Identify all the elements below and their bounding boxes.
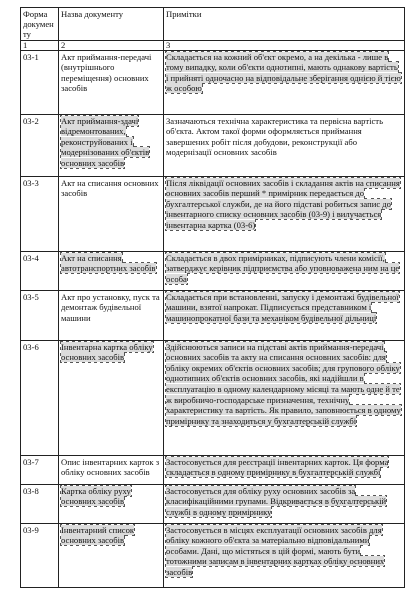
form-code: 03-9 — [21, 523, 59, 587]
document-note: Здійснюються записи на підставі актів приймання-передачі основних засобів та акту на списання основних засобів: для обліку окремих об'єктів основних засобів; для групового обліку однотипних об'єктів основних засобів, які надійшли в експлуатацію в одному календарному місяці та мають одне й те ж виробничо-господарське призначення, технічну характеристику та вартість. Як правило, заповнюється в одному примірнику та знаходиться у бухгалтерській службі — [164, 340, 405, 455]
form-code: 03-2 — [21, 114, 59, 176]
column-number: 1 — [21, 40, 59, 50]
document-note: Застосовується для обліку руху основних засобів за класифікаційними групами. Відкривається в бухгалтерській службі в одному примірнику — [164, 484, 405, 523]
document-note: Застосовується в місцях експлуатації основних засобів для обліку кожного об'єкта за матеріально відповідальними особами. Дані, що містяться в цій формі, мають бути тотожними записам в інвентарних картках обліку основних засобів — [164, 523, 405, 587]
column-number: 2 — [59, 40, 164, 50]
document-note: Складається при встановленні, запуску і демонтажі будівельної машини, взятої напрокат. Підписується представником і машинопрокатної бази та механіком будівельної дільниці — [164, 290, 405, 340]
document-note: Складається на кожний об'єкт окремо, а на декілька - лише в тому випадку, коли об'єкти однотипні, мають однакову вартість і прийняті одночасно на відповідальне зберігання однією й тією ж особою — [164, 50, 405, 114]
table-row — [21, 523, 405, 587]
table-row — [21, 176, 405, 251]
document-name: Інвентарний список основних засобів — [59, 523, 164, 587]
document-name: Акт на списання основних засобів — [59, 176, 164, 251]
document-name: Опис інвентарних карток з обліку основних засобів — [59, 455, 164, 484]
header-notes: Примітки — [164, 8, 405, 41]
table-row — [21, 251, 405, 290]
table-row — [21, 50, 405, 114]
document-note: Застосовується для реєстрації інвентарних карток. Ця форма складається в одному примірнику в бухгалтерській службі — [164, 455, 405, 484]
table-header-row — [21, 8, 405, 41]
document-name: Картка обліку руху основних засобів — [59, 484, 164, 523]
table-row — [21, 290, 405, 340]
table-row — [21, 455, 405, 484]
header-name: Назва документу — [59, 8, 164, 41]
form-code: 03-1 — [21, 50, 59, 114]
forms-table — [20, 7, 405, 588]
column-number-row — [21, 40, 405, 50]
table-row — [21, 484, 405, 523]
table-row — [21, 114, 405, 176]
document-name: Інвентарна картка обліку основних засобів — [59, 340, 164, 455]
form-code: 03-7 — [21, 455, 59, 484]
document-name: Акт на списання автотранспортних засобів — [59, 251, 164, 290]
form-code: 03-6 — [21, 340, 59, 455]
document-name: Акт приймання-передачі (внутрішнього переміщення) основних засобів — [59, 50, 164, 114]
document-note: Складається в двох примірниках, підписують члени комісії, затверджує керівник підприємства або уповноважена ним на це особа — [164, 251, 405, 290]
table-row — [21, 340, 405, 455]
form-code: 03-5 — [21, 290, 59, 340]
header-form: Форма документу — [21, 8, 59, 41]
column-number: 3 — [164, 40, 405, 50]
form-code: 03-8 — [21, 484, 59, 523]
document-note: Зазначаються технічна характеристика та первісна вартість об'єкта. Актом такої форми оформляється приймання завершених робіт після добудови, реконструкції або модернізації основних засобів — [164, 114, 405, 176]
form-code: 03-4 — [21, 251, 59, 290]
form-code: 03-3 — [21, 176, 59, 251]
document-note: Після ліквідації основних засобів і складання актів на списання основних засобів перший * примірник передається до бухгалтерської служби, де на його підставі робиться запис до інвентарного списку основних засобів (03-9) і вилучається інвентарна картка (03-6) — [164, 176, 405, 251]
document-name: Акт про установку, пуск та демонтаж будівельної машини — [59, 290, 164, 340]
document-name: Акт приймання-здачі відремонтованих, реконструйованих і модернізованих об'єктів основних засобів — [59, 114, 164, 176]
